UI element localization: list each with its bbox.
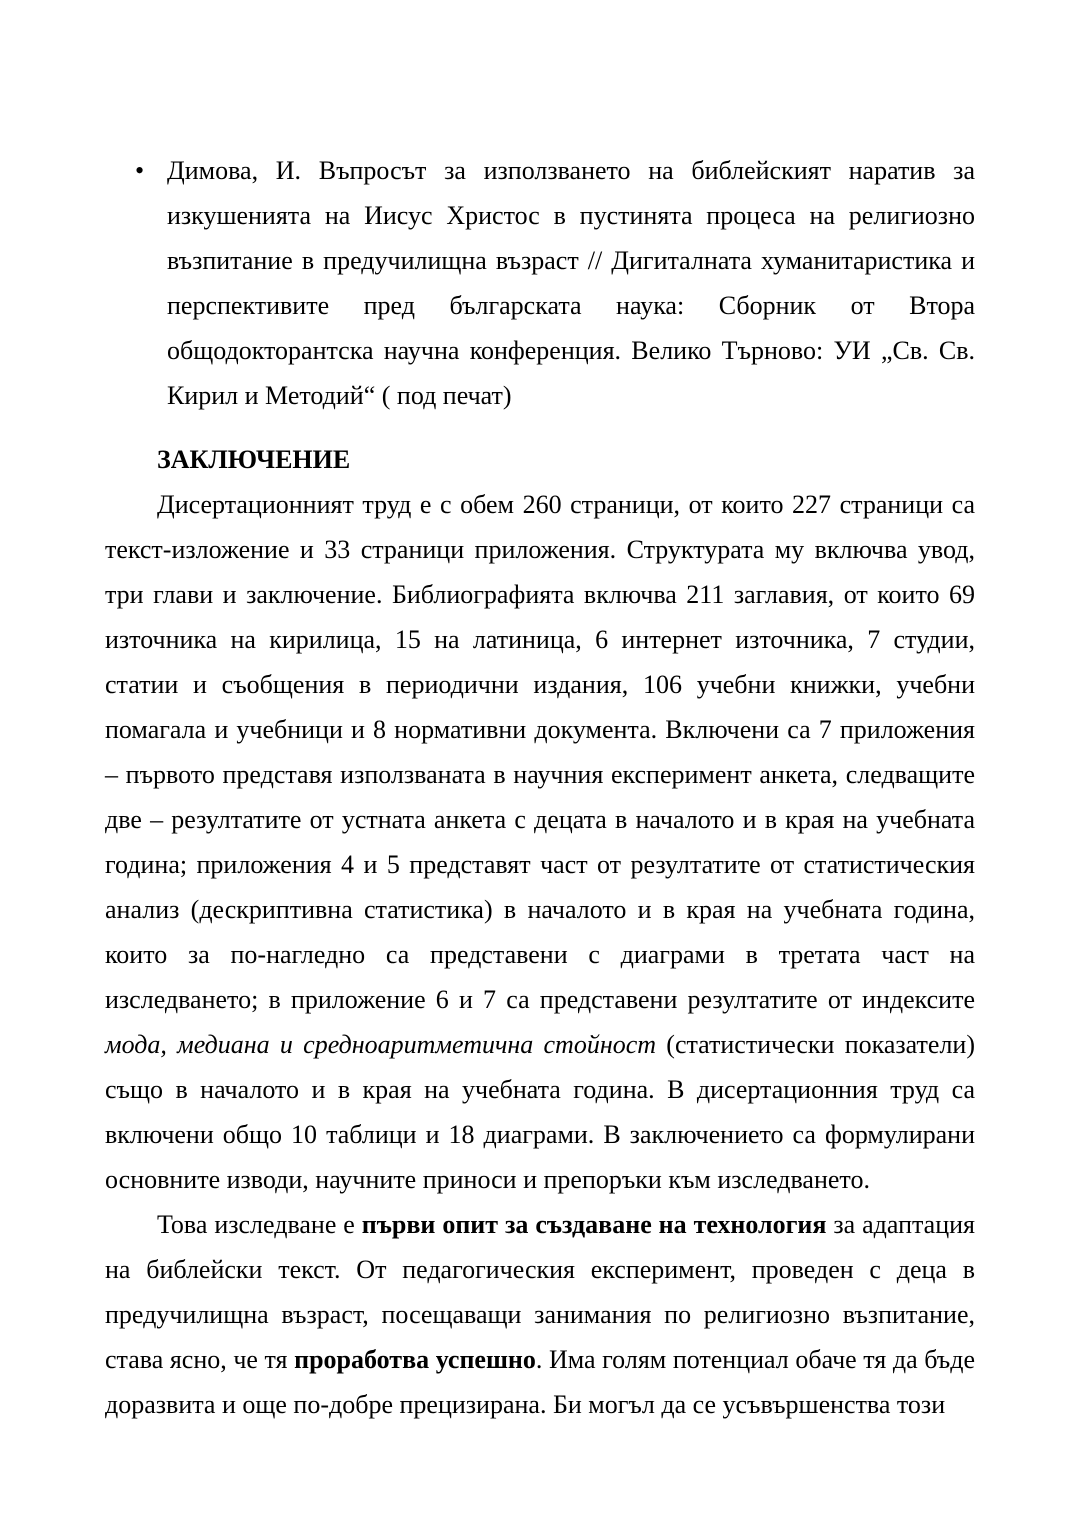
bold-text: първи опит за създаване на технология: [361, 1210, 827, 1239]
text-run: за адаптация на библейски текст. От педагогическия експеримент, проведен с деца в предучилищна възраст, посещаващи занимания по религиозно възпитание, става ясно, че тя: [105, 1210, 976, 1374]
bold-text: проработва успешно: [294, 1345, 536, 1374]
bullet-icon: •: [135, 156, 145, 185]
text-run: . Има голям потенциал обаче тя да бъде доразвита и още по-добре прецизирана. Би могъл да се усъвършенства този: [105, 1345, 976, 1419]
italic-text: мода, медиана и средноаритметична стойност: [105, 1030, 657, 1059]
bibliography-list: [105, 148, 975, 418]
section-heading: ЗАКЛЮЧЕНИЕ: [157, 445, 351, 474]
bibliography-item: [105, 148, 975, 418]
text-run: Това изследване е: [157, 1210, 362, 1239]
bibliography-text: Димова, И. Въпросът за използването на библейският наратив за изкушенията на Иисус Христос в пустинята процеса на религиозно възпитание в предучилищна възраст // Дигиталната хуманитаристика и перспективите пред българската наука: Сборник от Втора общодокторантска научна конференция. Велико Търново: УИ „Св. Св. Кирил и Методий“ ( под печат): [167, 156, 975, 410]
paragraph-research-contribution: [105, 1202, 975, 1427]
text-run: Дисертационният труд е с обем 260 страници, от които 227 страници са текст-изложение и 33 страници приложения. Структурата му включва увод, три глави и заключение. Библиографията включва 211 заглавия, от които 69 източника на кирилица, 15 на латиница, 6 интернет източника, 7 студии, статии и съобщения в периодични издания, 106 учебни книжки, учебни помагала и учебници и 8 нормативни документа. Включени са 7 приложения – първото представя използваната в научния експеримент анкета, следващите две – резултатите от устната анкета с децата в началото и в края на учебната година; приложения 4 и 5 представят част от резултатите от статистическия анализ (дескриптивна статистика) в началото и в края на учебната година, които за по-нагледно са представени с диаграми в третата част на изследването; в приложение 6 и 7 са представени резултатите от индексите: [105, 490, 975, 1014]
text-run: (статистически показатели) също в началото и в края на учебната година. В дисертационния труд са включени общо 10 таблици и 18 диаграми. В заключението са формулирани основните изводи, научните приноси и препоръки към изследването.: [105, 1030, 975, 1194]
paragraph-dissertation-overview: [105, 482, 975, 1202]
